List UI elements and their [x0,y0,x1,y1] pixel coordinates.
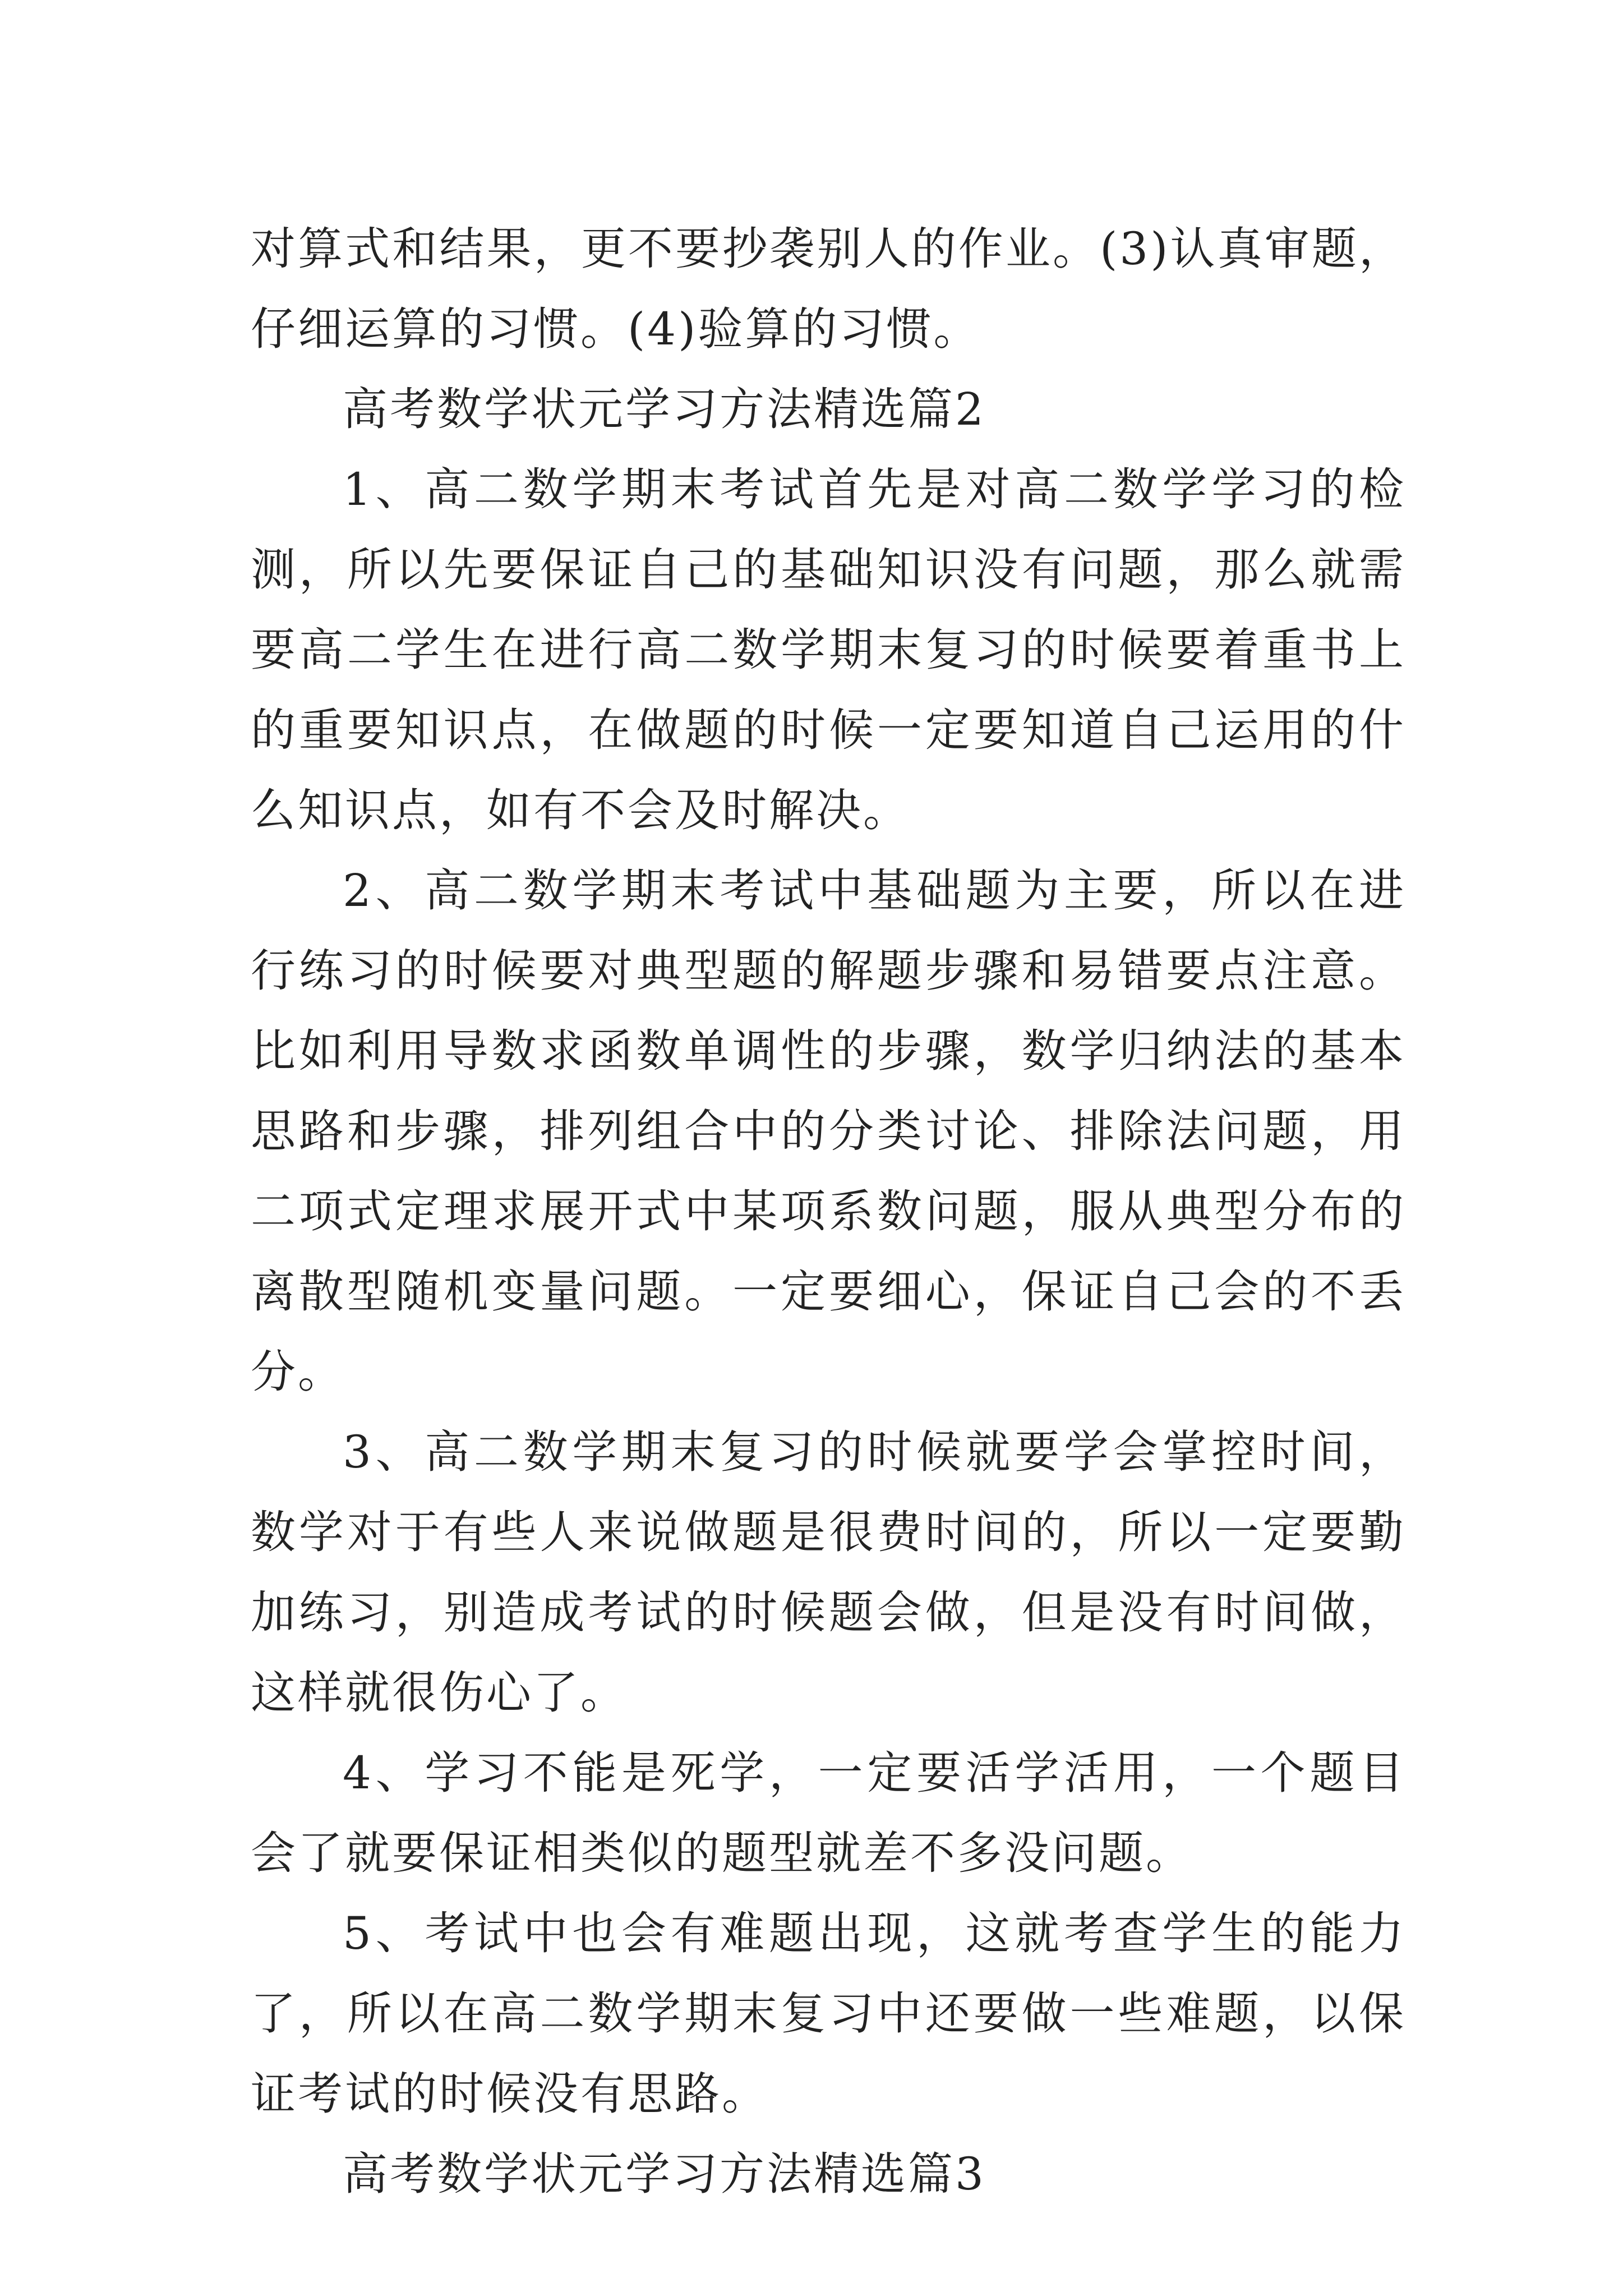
paragraph-point-5: 5、考试中也会有难题出现，这就考查学生的能力了，所以在高二数学期末复习中还要做一些难题，以保证考试的时候没有思路。 [251,1907,1406,2120]
document-body [251,209,1406,2214]
paragraph-continuation: 对算式和结果，更不要抄袭别人的作业。(3)认真审题，仔细运算的习惯。(4)验算的习惯。 [251,223,1406,355]
section-heading-2: 高考数学状元学习方法精选篇2 [343,383,986,435]
paragraph-point-1: 1、高二数学期末考试首先是对高二数学学习的检测，所以先要保证自己的基础知识没有问题，那么就需要高二学生在进行高二数学期末复习的时候要着重书上的重要知识点，在做题的时候一定要知道自己运用的什么知识点，如有不会及时解决。 [251,463,1406,836]
paragraph-point-2: 2、高二数学期末考试中基础题为主要，所以在进行练习的时候要对典型题的解题步骤和易错要点注意。比如利用导数求函数单调性的步骤，数学归纳法的基本思路和步骤，排列组合中的分类讨论、排除法问题，用二项式定理求展开式中某项系数问题，服从典型分布的离散型随机变量问题。一定要细心，保证自己会的不丢分。 [251,864,1406,1398]
paragraph-point-3: 3、高二数学期末复习的时候就要学会掌控时间，数学对于有些人来说做题是很费时间的，所以一定要勤加练习，别造成考试的时候题会做，但是没有时间做，这样就很伤心了。 [251,1426,1406,1719]
section-heading-3: 高考数学状元学习方法精选篇3 [343,2148,986,2200]
paragraph-point-4: 4、学习不能是死学，一定要活学活用，一个题目会了就要保证相类似的题型就差不多没问题。 [251,1747,1406,1879]
